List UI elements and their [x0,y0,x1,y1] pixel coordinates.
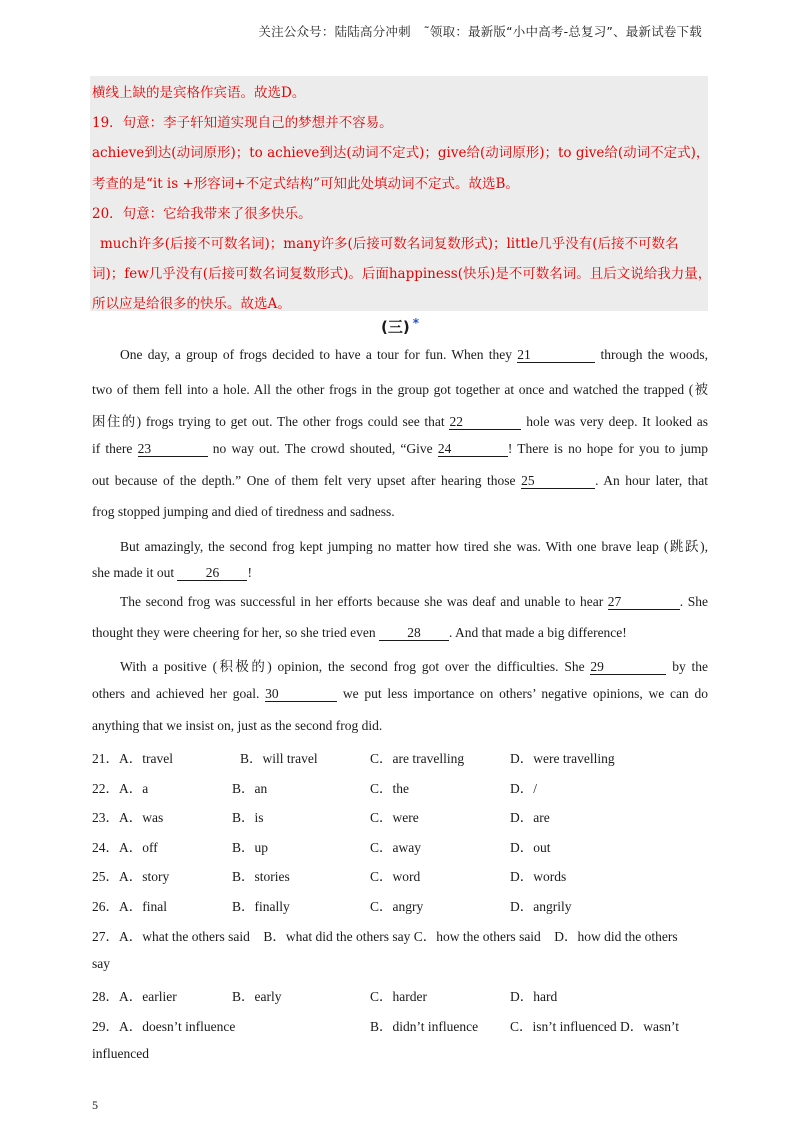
blank-28: 28 [379,626,449,641]
page-number: 5 [92,1098,98,1112]
passage-line: others and achieved her goal. 30 we put less importance on others’ negative opinions, we can do [92,686,708,701]
passage-line: thought they were cheering for her, so she tried even 28 . And that made a big difference! [92,625,627,640]
answer-line: much许多(后接不可数名词)；many许多(后接可数名词复数形式)；little几乎没有(后接不可数名 [100,236,679,252]
answer-line: achieve到达(动词原形)；to achieve到达(动词不定式)；give给(动词原形)；to give给(动词不定式)， [92,145,710,161]
blank-26: 26 [177,566,247,581]
blank-27: 27 [608,595,680,610]
passage-line: 困住的) frogs trying to get out. The other frogs could see that 22 hole was very deep. It looked as [92,414,709,429]
passage-line: With a positive (积极的) opinion, the second frog got over the difficulties. She 29 by the [120,659,708,674]
blank-29: 29 [590,660,666,675]
passage-line: two of them fell into a hole. All the other frogs in the group got together at once and watched the trapped (被 [92,382,708,397]
blank-23: 23 [138,442,208,457]
blank-24: 24 [438,442,508,457]
blank-21: 21 [517,348,595,363]
passage-line: anything that we insist on, just as the second frog did. [92,718,383,733]
section-title [0,316,800,337]
passage-line: out because of the depth.” One of them felt very upset after hearing those 25 . An hour later, that [92,473,709,488]
page-header: 关注公众号：陆陆高分冲刺 ˜领取：最新版“小中高考-总复习”、最新试卷下载 [258,24,702,39]
blank-30: 30 [265,687,337,702]
blank-25: 25 [521,474,595,489]
answer-line: 所以应是给很多的快乐。故选A。 [92,296,291,312]
star-icon: * [412,316,419,330]
answer-line: 考查的是“it is +形容词+不定式结构”可知此处填动词不定式。故选B。 [92,176,519,192]
answer-line: 词)；few几乎没有(后接可数名词复数形式)。后面happiness(快乐)是不可数名词。且后文说给我力量， [92,266,712,282]
blank-22: 22 [449,415,521,430]
answer-line: 20．句意：它给我带来了很多快乐。 [92,206,312,222]
passage-line: But amazingly, the second frog kept jumping no matter how tired she was. With one brave leap (跳跃), [120,539,708,554]
passage-line: if there 23 no way out. The crowd shouted, “Give 24 ! There is no hope for you to jump [92,441,709,456]
answer-line: 19．句意：李子轩知道实现自己的梦想并不容易。 [92,115,393,131]
passage-line: she made it out 26 ! [92,565,252,580]
section-label: (三) [381,318,410,336]
answer-line: 横线上缺的是宾格作宾语。故选D。 [92,85,306,101]
passage-line: One day, a group of frogs decided to have a tour for fun. When they 21 through the woods, [120,347,708,362]
passage-line: frog stopped jumping and died of tiredness and sadness. [92,504,395,519]
passage-line: The second frog was successful in her efforts because she was deaf and unable to hear 27 . She [120,594,708,609]
